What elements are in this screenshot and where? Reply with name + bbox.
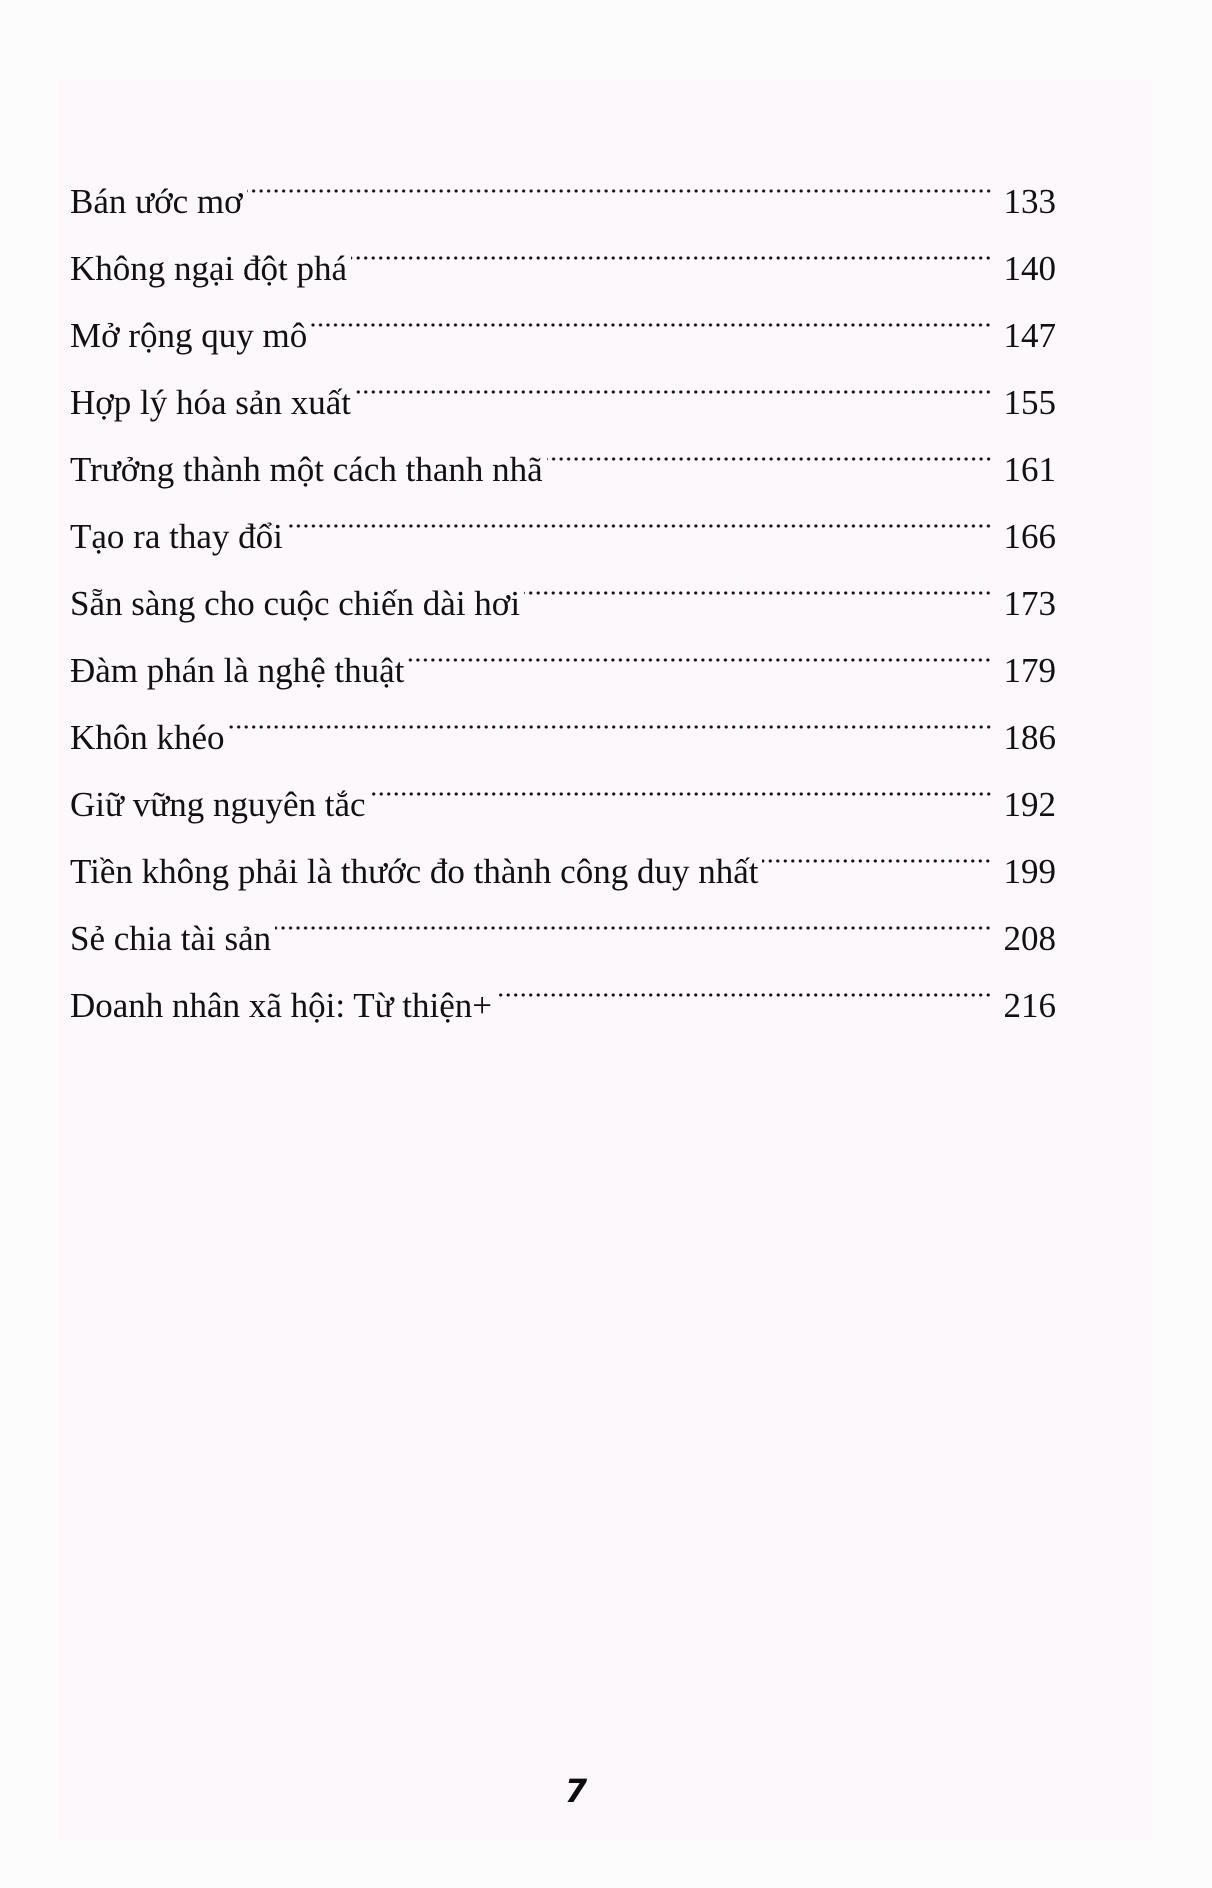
dot-leader (351, 213, 992, 280)
toc-entry-page: 192 (1003, 785, 1056, 824)
toc-entry-page: 133 (1003, 182, 1056, 221)
toc-entry-page: 173 (1003, 584, 1056, 623)
toc-entry-title: Hợp lý hóa sản xuất (70, 383, 351, 422)
dot-leader (496, 950, 992, 1017)
toc-entry-page: 208 (1003, 919, 1056, 958)
toc-entry-page: 147 (1003, 316, 1056, 355)
toc-entry-title: Sẵn sàng cho cuộc chiến dài hơi (70, 584, 521, 623)
toc-entry-title: Tiền không phải là thước đo thành công duy nhất (70, 852, 759, 891)
toc-entry-page: 186 (1003, 718, 1056, 757)
toc-entry-page: 166 (1003, 517, 1056, 556)
toc-entry (70, 146, 1056, 221)
dot-leader (355, 347, 992, 414)
toc-entry-title: Giữ vững nguyên tắc (70, 785, 366, 824)
toc-entry-title: Đàm phán là nghệ thuật (70, 651, 405, 690)
toc-entry-title: Trưởng thành một cách thanh nhã (70, 450, 543, 489)
dot-leader (370, 749, 992, 816)
dot-leader (524, 548, 992, 615)
toc-entry-title: Bán ước mơ (70, 182, 243, 221)
dot-leader (229, 682, 992, 749)
toc-entry-page: 199 (1003, 852, 1056, 891)
dot-leader (762, 816, 992, 883)
dot-leader (311, 280, 992, 347)
toc-entry-title: Không ngại đột phá (70, 249, 348, 288)
dot-leader (408, 615, 992, 682)
toc-entry-page: 140 (1003, 249, 1056, 288)
toc-entry-title: Sẻ chia tài sản (70, 919, 272, 958)
toc-entry-title: Khôn khéo (70, 718, 225, 757)
toc-entry-title: Doanh nhân xã hội: Từ thiện+ (70, 986, 493, 1025)
toc-entry-page: 179 (1003, 651, 1056, 690)
page-number: 7 (564, 1772, 588, 1810)
dot-leader (247, 146, 992, 213)
toc-entry-title: Mở rộng quy mô (70, 316, 308, 355)
dot-leader (547, 414, 992, 481)
dot-leader (275, 883, 992, 950)
toc-entry-title: Tạo ra thay đổi (70, 517, 283, 556)
table-of-contents (70, 146, 1056, 1025)
toc-entry-page: 216 (1003, 986, 1056, 1025)
dot-leader (287, 481, 992, 548)
toc-entry-page: 161 (1003, 450, 1056, 489)
toc-entry-page: 155 (1003, 383, 1056, 422)
